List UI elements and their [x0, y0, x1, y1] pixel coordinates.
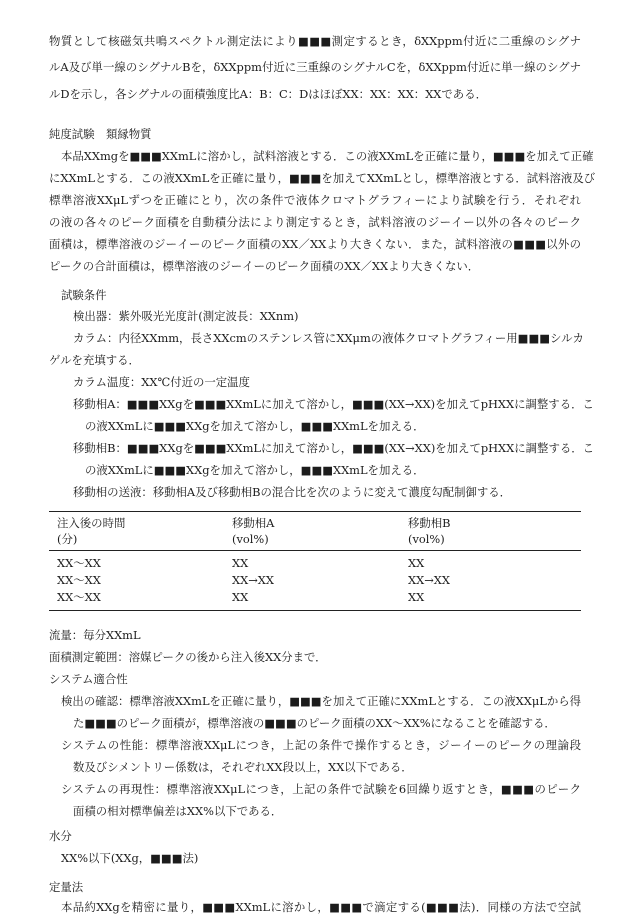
- table-header-mobile-a: 移動相A: [232, 516, 275, 530]
- mobile-a-line-2: の液XXmLに■■■XXgを加えて溶かし，■■■XXmLを加える．: [85, 419, 425, 433]
- table-top-rule: [49, 511, 581, 512]
- check-line-1: 検出の確認：標準溶液XXmLを正確に量り，■■■を加えて正確にXXmLとする．この液XXμLから得: [61, 694, 581, 708]
- purity-line-1: 本品XXmgを■■■XXmLに溶かし，試料溶液とする．この液XXmLを正確に量り，■■■を加えて正確: [61, 149, 594, 163]
- table-row-2-a: XX→XX: [232, 573, 274, 587]
- table-row-3-time: XX～XX: [57, 590, 101, 604]
- conditions-heading: 試験条件: [61, 288, 107, 302]
- detector-line: 検出器：紫外吸光光度計(測定波長：XXnm): [73, 309, 299, 323]
- water-heading: 水分: [49, 829, 72, 843]
- repeat-line-2: 面積の相対標準偏差はXX%以下である．: [73, 804, 283, 818]
- assay-heading: 定量法: [49, 880, 84, 894]
- performance-line-2: 数及びシメントリー係数は，それぞれXX段以上，XX以下である．: [73, 760, 413, 774]
- performance-line-1: システムの性能：標準溶液XXμLにつき，上記の条件で操作するとき，ジーイーのピークの理論段: [61, 738, 581, 752]
- mobile-a-line-1: 移動相A：■■■XXgを■■■XXmLに加えて溶かし，■■■(XX→XX)を加えてpHXXに調整する．こ: [73, 397, 594, 411]
- repeat-line-1: システムの再現性：標準溶液XXμLにつき，上記の条件で試験を6回繰り返すとき，■■■のピーク: [61, 782, 581, 796]
- column-line-1: カラム：内径XXmm，長さXXcmのステンレス管にXXμmの液体クロマトグラフィー用■■■シルカ: [73, 331, 584, 345]
- table-header-mobile-b-unit: (vol%): [408, 532, 445, 546]
- column-temp-line: カラム温度：XX℃付近の一定温度: [73, 375, 250, 389]
- table-row-3-a: XX: [232, 590, 249, 604]
- flow-line: 流量：毎分XXmL: [49, 628, 141, 642]
- column-line-2: ゲルを充填する．: [49, 353, 140, 367]
- range-line: 面積測定範囲：溶媒ピークの後から注入後XX分まで．: [49, 650, 327, 664]
- table-header-time: 注入後の時間: [57, 516, 126, 530]
- feed-line: 移動相の送液：移動相A及び移動相Bの混合比を次のように変えて濃度勾配制御する．: [73, 485, 512, 499]
- table-header-mobile-a-unit: (vol%): [232, 532, 269, 546]
- mobile-b-line-2: の液XXmLに■■■XXgを加えて溶かし，■■■XXmLを加える．: [85, 463, 425, 477]
- table-row-3-b: XX: [408, 590, 425, 604]
- table-header-rule: [49, 550, 581, 551]
- purity-line-2: にXXmLとする．この液XXmLを正確に量り，■■■を加えてXXmLとし，標準溶液とする．試料溶液及び: [49, 171, 596, 185]
- purity-heading: 純度試験 類縁物質: [49, 127, 152, 141]
- table-row-1-a: XX: [232, 556, 249, 570]
- table-row-1-b: XX: [408, 556, 425, 570]
- water-text: XX%以下(XXg，■■■法): [61, 851, 199, 865]
- purity-line-3: 標準溶液XXμLずつを正確にとり，次の条件で液体クロマトグラフィーにより試験を行う．それぞれ: [49, 193, 581, 207]
- assay-text: 本品約XXgを精密に量り，■■■XXmLに溶かし，■■■で滴定する(■■■法)．同様の方法で空試: [61, 900, 581, 914]
- table-header-time-unit: (分): [57, 532, 78, 546]
- mobile-b-line-1: 移動相B：■■■XXgを■■■XXmLに加えて溶かし，■■■(XX→XX)を加えてpHXXに調整する．こ: [73, 441, 595, 455]
- table-bottom-rule: [49, 610, 581, 611]
- table-row-2-time: XX～XX: [57, 573, 101, 587]
- purity-line-6: ピークの合計面積は，標準溶液のジーイーのピーク面積のXX／XXより大きくない．: [49, 259, 480, 273]
- table-row-2-b: XX→XX: [408, 573, 450, 587]
- intro-line-3: ルDを示し，各シグナルの面積強度比A：B：C：DはほぼXX：XX：XX：XXである．: [49, 87, 487, 101]
- suitability-heading: システム適合性: [49, 672, 128, 686]
- intro-line-1: 物質として核磁気共鳴スペクトル測定法により■■■測定するとき，δXXppm付近に二重線のシグナ: [49, 34, 581, 48]
- purity-line-4: の液の各々のピーク面積を自動積分法により測定するとき，試料溶液のジーイー以外の各々のピーク: [49, 215, 581, 229]
- intro-line-2: ルA及び単一線のシグナルBを，δXXppm付近に三重線のシグナルCを，δXXppm付近に単一線のシグナ: [49, 60, 581, 74]
- table-row-1-time: XX～XX: [57, 556, 101, 570]
- purity-line-5: 面積は，標準溶液のジーイーのピーク面積のXX／XXより大きくない．また，試料溶液の■■■以外の: [49, 237, 581, 251]
- table-header-mobile-b: 移動相B: [408, 516, 451, 530]
- check-line-2: た■■■のピーク面積が，標準溶液の■■■のピーク面積のXX～XX%になることを確認する．: [73, 716, 556, 730]
